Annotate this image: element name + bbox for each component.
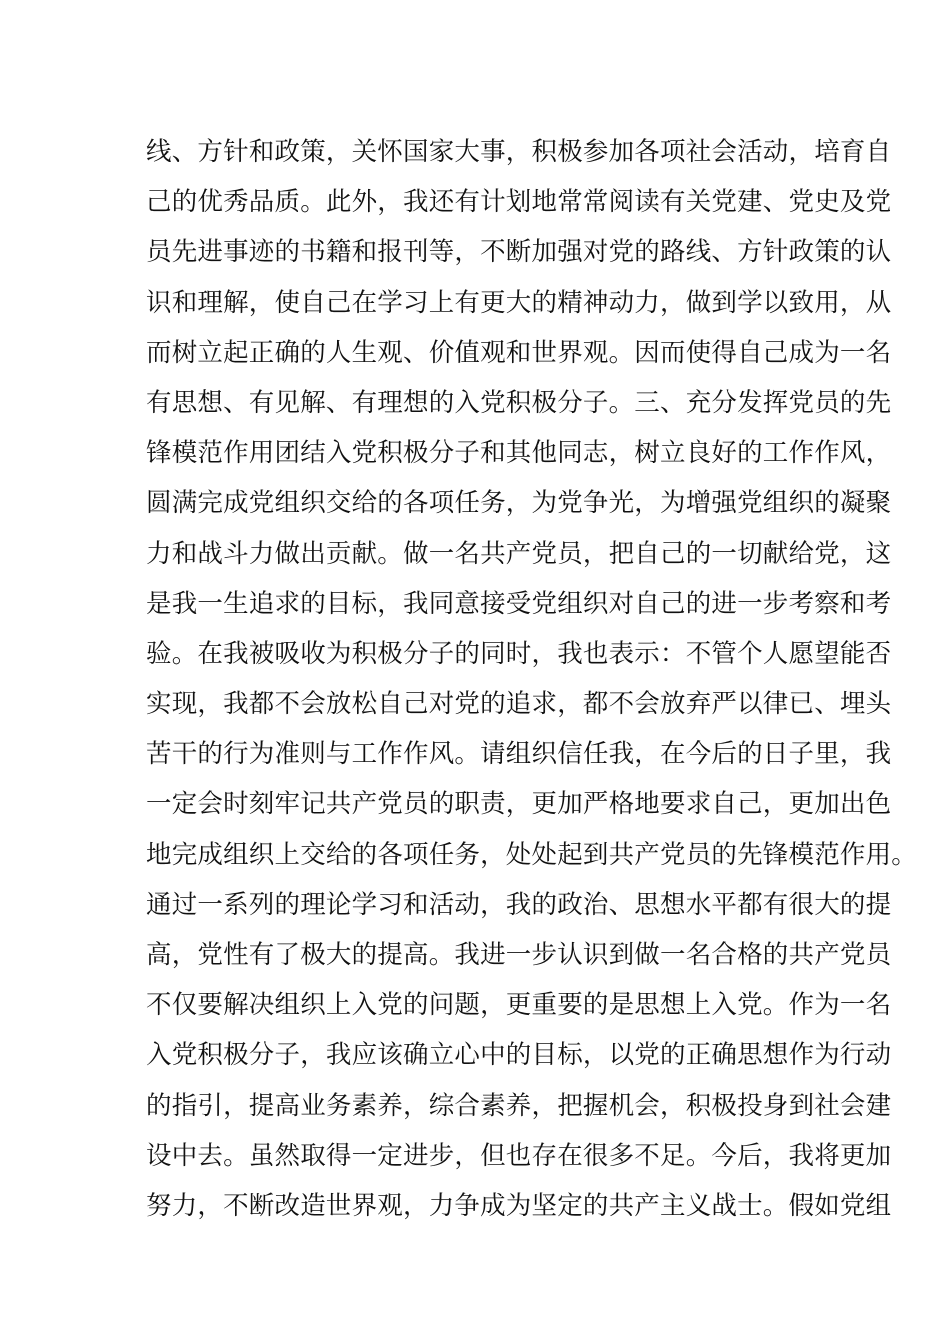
text-line: 而树立起正确的人生观、价值观和世界观。因而使得自己成为一名 [146, 337, 892, 368]
text-line: 苦干的行为准则与工作作风。请组织信任我，在今后的日子里，我 [146, 739, 892, 770]
text-line: 锋模范作用团结入党积极分子和其他同志，树立良好的工作作风， [146, 438, 892, 469]
text-line: 努力，不断改造世界观，力争成为坚定的共产主义战士。假如党组 [146, 1190, 892, 1221]
text-line: 是我一生追求的目标，我同意接受党组织对自己的进一步考察和考 [146, 588, 892, 619]
text-line: 设中去。虽然取得一定进步，但也存在很多不足。今后，我将更加 [146, 1140, 892, 1171]
text-line: 员先进事迹的书籍和报刊等，不断加强对党的路线、方针政策的认 [146, 237, 892, 268]
text-line: 圆满完成党组织交给的各项任务，为党争光，为增强党组织的凝聚 [146, 488, 892, 519]
text-line: 通过一系列的理论学习和活动，我的政治、思想水平都有很大的提 [146, 889, 892, 920]
text-line: 实现，我都不会放松自己对党的追求，都不会放弃严以律已、埋头 [146, 689, 892, 720]
text-line: 力和战斗力做出贡献。做一名共产党员，把自己的一切献给党，这 [146, 538, 892, 569]
text-line: 不仅要解决组织上入党的问题，更重要的是思想上入党。作为一名 [146, 990, 892, 1021]
text-line: 一定会时刻牢记共产党员的职责，更加严格地要求自己，更加出色 [146, 789, 892, 820]
text-line: 高，党性有了极大的提高。我进一步认识到做一名合格的共产党员 [146, 940, 892, 970]
text-line: 有思想、有见解、有理想的入党积极分子。三、充分发挥党员的先 [146, 387, 892, 418]
text-line: 地完成组织上交给的各项任务，处处起到共产党员的先锋模范作用。 [146, 839, 918, 870]
text-line: 线、方针和政策，关怀国家大事，积极参加各项社会活动，培育自 [146, 137, 892, 167]
text-line: 的指引，提高业务素养，综合素养，把握机会，积极投身到社会建 [146, 1090, 892, 1121]
text-line: 入党积极分子，我应该确立心中的目标，以党的正确思想作为行动 [146, 1040, 892, 1071]
text-line: 己的优秀品质。此外，我还有计划地常常阅读有关党建、党史及党 [146, 187, 892, 218]
text-line: 识和理解，使自己在学习上有更大的精神动力，做到学以致用，从 [146, 287, 892, 318]
text-line: 验。在我被吸收为积极分子的同时，我也表示：不管个人愿望能否 [146, 638, 892, 669]
body-text [146, 127, 918, 1231]
